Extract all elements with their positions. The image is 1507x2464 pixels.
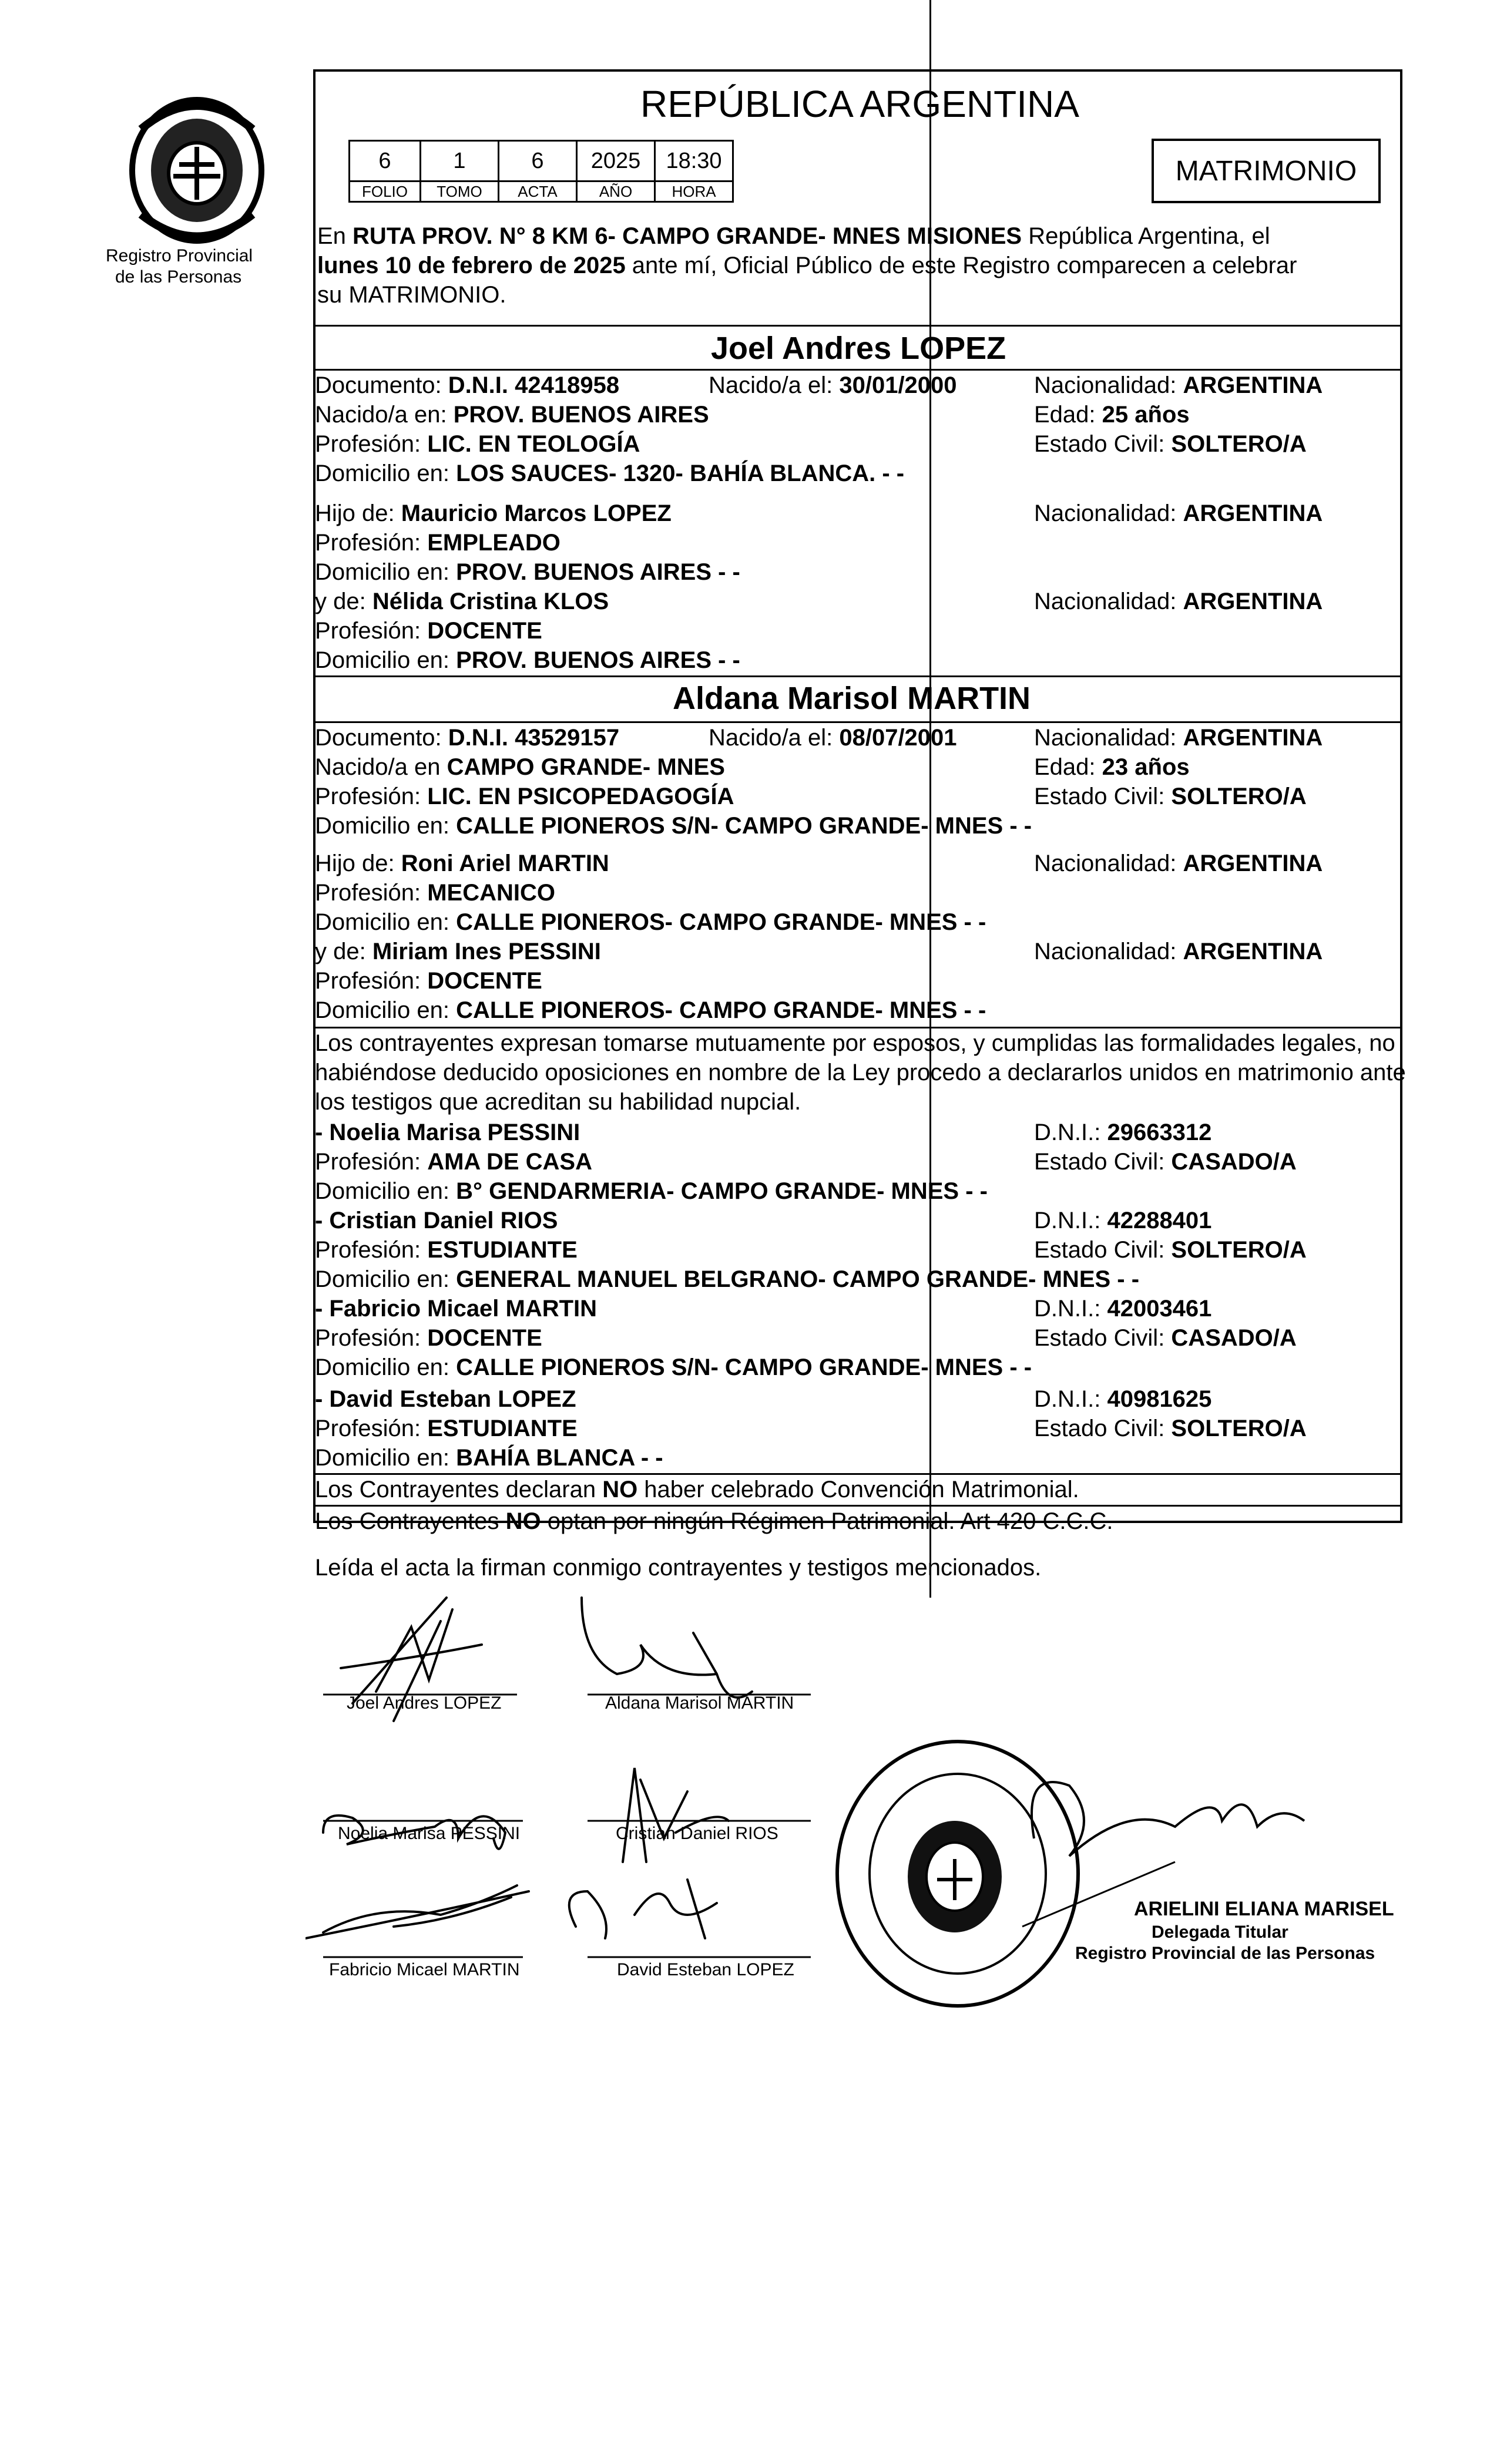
official-name: ARIELINI ELIANA MARISEL	[1134, 1898, 1394, 1920]
declaration-line-2: habiéndose deducido oposiciones en nombre de la Ley procedo a declararlos unidos en matrimonio ante	[315, 1060, 1406, 1085]
anio-value: 2025	[577, 141, 655, 181]
groom-father: Hijo de: Mauricio Marcos LOPEZ	[315, 500, 672, 526]
witness-2-dni: D.N.I.: 42288401	[1034, 1208, 1212, 1233]
witness-1-dni: D.N.I.: 29663312	[1034, 1120, 1212, 1145]
witness-1-civil: Estado Civil: CASADO/A	[1034, 1149, 1297, 1175]
groom-domicile: Domicilio en: LOS SAUCES- 1320- BAHÍA BLANCA. - -	[315, 460, 905, 486]
bride-father-profession: Profesión: MECANICO	[315, 880, 555, 906]
groom-mother: y de: Nélida Cristina KLOS	[315, 589, 609, 614]
bride-mother-profession: Profesión: DOCENTE	[315, 968, 542, 994]
groom-father-domicile: Domicilio en: PROV. BUENOS AIRES - -	[315, 559, 740, 585]
witness-4-signature-icon	[569, 1880, 717, 1938]
logo-caption-1: Registro Provincial	[106, 246, 253, 265]
bride-born: Nacido/a el: 08/07/2001	[709, 725, 957, 751]
intro-line-3: su MATRIMONIO.	[317, 282, 506, 308]
groom-signature-name: Joel Andres LOPEZ	[347, 1693, 502, 1713]
bride-father-domicile: Domicilio en: CALLE PIONEROS- CAMPO GRANDE- MNES - -	[315, 909, 986, 935]
witness-3-signature-name: Fabricio Micael MARTIN	[329, 1960, 520, 1979]
hora-value: 18:30	[655, 141, 733, 181]
bride-father: Hijo de: Roni Ariel MARTIN	[315, 851, 609, 876]
declaration-line-3: los testigos que acreditan su habilidad nupcial.	[315, 1089, 801, 1115]
bride-civil-status: Estado Civil: SOLTERO/A	[1034, 784, 1307, 809]
witness-3-name: - Fabricio Micael MARTIN	[315, 1296, 598, 1322]
witness-2-signature-name: Cristian Daniel RIOS	[616, 1824, 778, 1843]
bride-signature-name: Aldana Marisol MARTIN	[605, 1693, 794, 1713]
act-type-box: MATRIMONIO	[1152, 139, 1381, 203]
groom-civil-status: Estado Civil: SOLTERO/A	[1034, 431, 1307, 457]
witness-2-name: - Cristian Daniel RIOS	[315, 1208, 558, 1233]
witness-2-civil: Estado Civil: SOLTERO/A	[1034, 1237, 1307, 1263]
witness-2-signature-icon	[623, 1768, 729, 1862]
witness-2-profession: Profesión: ESTUDIANTE	[315, 1237, 578, 1263]
groom-mother-nationality: Nacionalidad: ARGENTINA	[1034, 589, 1323, 614]
groom-birthplace: Nacido/a en: PROV. BUENOS AIRES	[315, 402, 709, 428]
groom-profession: Profesión: LIC. EN TEOLOGÍA	[315, 431, 640, 457]
witness-1-domicile: Domicilio en: B° GENDARMERIA- CAMPO GRANDE- MNES - -	[315, 1178, 988, 1204]
witness-3-profession: Profesión: DOCENTE	[315, 1325, 542, 1351]
groom-age: Edad: 25 años	[1034, 402, 1190, 428]
witness-4-profession: Profesión: ESTUDIANTE	[315, 1416, 578, 1441]
witness-3-civil: Estado Civil: CASADO/A	[1034, 1325, 1297, 1351]
closing-statement: Leída el acta la firman conmigo contrayentes y testigos mencionados.	[315, 1555, 1042, 1581]
divider	[313, 1027, 1402, 1028]
signature-strokes	[306, 1586, 834, 2009]
coat-of-arms-icon	[118, 88, 276, 258]
acta-value: 6	[499, 141, 577, 181]
anio-caption: AÑO	[577, 181, 655, 202]
bride-birthplace: Nacido/a en CAMPO GRANDE- MNES	[315, 754, 725, 780]
witness-4-dni: D.N.I.: 40981625	[1034, 1386, 1212, 1412]
tomo-caption: TOMO	[421, 181, 499, 202]
bride-nationality: Nacionalidad: ARGENTINA	[1034, 725, 1323, 751]
witness-3-domicile: Domicilio en: CALLE PIONEROS S/N- CAMPO GRANDE- MNES - -	[315, 1354, 1032, 1380]
bride-age: Edad: 23 años	[1034, 754, 1190, 780]
folio-value: 6	[350, 141, 421, 181]
hora-caption: HORA	[655, 181, 733, 202]
divider	[313, 1505, 1402, 1507]
country-title: REPÚBLICA ARGENTINA	[640, 83, 1079, 125]
groom-born: Nacido/a el: 30/01/2000	[709, 372, 957, 398]
convention-line-2: Los Contrayentes NO optan por ningún Régimen Patrimonial. Art 420 C.C.C.	[315, 1508, 1113, 1534]
witness-3-signature-icon	[306, 1885, 529, 1938]
divider	[313, 369, 1402, 371]
logo-caption-2: de las Personas	[115, 267, 242, 287]
registry-table	[348, 140, 734, 203]
groom-mother-profession: Profesión: DOCENTE	[315, 618, 542, 644]
groom-name: Joel Andres LOPEZ	[711, 331, 1006, 366]
declaration-line-1: Los contrayentes expresan tomarse mutuamente por esposos, y cumplidas las formalidades legales, no	[315, 1030, 1395, 1056]
divider	[313, 1473, 1402, 1475]
bride-profession: Profesión: LIC. EN PSICOPEDAGOGÍA	[315, 784, 734, 809]
divider	[313, 325, 1402, 327]
witness-1-profession: Profesión: AMA DE CASA	[315, 1149, 592, 1175]
groom-nationality: Nacionalidad: ARGENTINA	[1034, 372, 1323, 398]
groom-document: Documento: D.N.I. 42418958	[315, 372, 620, 398]
bride-name: Aldana Marisol MARTIN	[673, 681, 1031, 716]
bride-signature-icon	[582, 1598, 752, 1697]
groom-mother-domicile: Domicilio en: PROV. BUENOS AIRES - -	[315, 647, 740, 673]
intro-line-2: lunes 10 de febrero de 2025 ante mí, Oficial Público de este Registro comparecen a celebrar	[317, 253, 1297, 278]
bride-father-nationality: Nacionalidad: ARGENTINA	[1034, 851, 1323, 876]
witness-4-domicile: Domicilio en: BAHÍA BLANCA - -	[315, 1445, 663, 1471]
divider	[313, 675, 1402, 677]
witness-4-name: - David Esteban LOPEZ	[315, 1386, 576, 1412]
official-title: Delegada Titular	[1152, 1922, 1288, 1942]
witness-4-signature-name: David Esteban LOPEZ	[617, 1960, 794, 1979]
tomo-value: 1	[421, 141, 499, 181]
witness-3-dni: D.N.I.: 42003461	[1034, 1296, 1212, 1322]
bride-domicile: Domicilio en: CALLE PIONEROS S/N- CAMPO GRANDE- MNES - -	[315, 813, 1032, 839]
intro-line-1: En RUTA PROV. N° 8 KM 6- CAMPO GRANDE- MNES MISIONES República Argentina, el	[317, 223, 1270, 249]
witness-1-name: - Noelia Marisa PESSINI	[315, 1120, 580, 1145]
convention-line-1: Los Contrayentes declaran NO haber celebrado Convención Matrimonial.	[315, 1477, 1079, 1502]
groom-father-nationality: Nacionalidad: ARGENTINA	[1034, 500, 1323, 526]
bride-mother-domicile: Domicilio en: CALLE PIONEROS- CAMPO GRANDE- MNES - -	[315, 997, 986, 1023]
divider	[313, 721, 1402, 723]
groom-father-profession: Profesión: EMPLEADO	[315, 530, 560, 556]
folio-caption: FOLIO	[350, 181, 421, 202]
official-organization: Registro Provincial de las Personas	[1075, 1944, 1375, 1963]
witness-2-domicile: Domicilio en: GENERAL MANUEL BELGRANO- CAMPO GRANDE- MNES - -	[315, 1266, 1140, 1292]
acta-caption: ACTA	[499, 181, 577, 202]
bride-mother: y de: Miriam Ines PESSINI	[315, 939, 601, 964]
witness-1-signature-name: Noelia Marisa PESSINI	[338, 1824, 521, 1843]
bride-mother-nationality: Nacionalidad: ARGENTINA	[1034, 939, 1323, 964]
witness-4-civil: Estado Civil: SOLTERO/A	[1034, 1416, 1307, 1441]
bride-document: Documento: D.N.I. 43529157	[315, 725, 620, 751]
